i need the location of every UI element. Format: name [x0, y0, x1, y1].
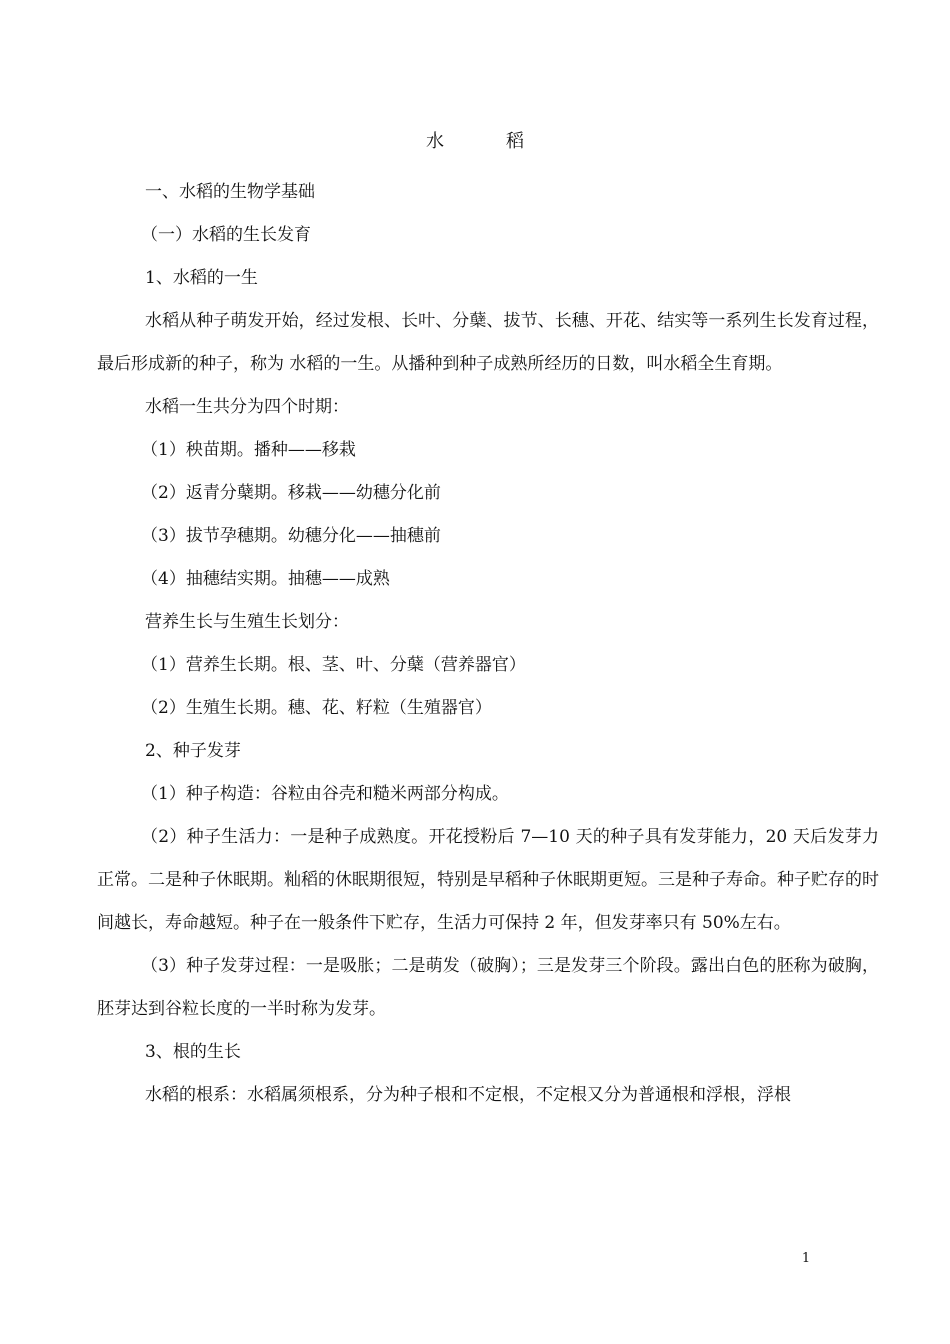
body-paragraph: 水稻的根系：水稻属须根系，分为种子根和不定根，不定根又分为普通根和浮根，浮根 — [145, 1085, 791, 1105]
list-item: （2）种子生活力：一是种子成熟度。开花授粉后 7—10 天的种子具有发芽能力，20 天后发芽力正常。二是种子休眠期。籼稻的休眠期很短，特别是早稻种子休眠期更短。三是种子寿命。种子贮存的时间越长，寿命越短。种子在一般条件下贮存，生活力可保持 2 年，但发芽率只有 50%左右。 — [97, 827, 879, 933]
list-item: （3）拔节孕穗期。幼穗分化——抽穗前 — [141, 526, 441, 546]
body-paragraph: 水稻一生共分为四个时期： — [145, 397, 349, 417]
section-heading: 一、水稻的生物学基础 — [145, 182, 315, 202]
body-paragraph: 营养生长与生殖生长划分： — [145, 612, 349, 632]
title-char: 水 — [426, 131, 444, 152]
title-char: 稻 — [506, 131, 524, 152]
document-body — [97, 171, 879, 1117]
list-item: （1）营养生长期。根、茎、叶、分蘖（营养器官） — [141, 655, 526, 675]
list-item: （4）抽穗结实期。抽穗——成熟 — [141, 569, 390, 589]
document-title — [0, 128, 950, 156]
list-item: （1）秧苗期。播种——移栽 — [141, 440, 356, 460]
list-item: （2）返青分蘖期。移栽——幼穗分化前 — [141, 483, 441, 503]
page-number: 1 — [801, 1251, 811, 1266]
list-item: （3）种子发芽过程：一是吸胀；二是萌发（破胸）；三是发芽三个阶段。露出白色的胚称为破胸，胚芽达到谷粒长度的一半时称为发芽。 — [97, 956, 879, 1019]
section-heading: 1、水稻的一生 — [145, 268, 258, 288]
section-heading: 3、根的生长 — [145, 1042, 241, 1062]
list-item: （1）种子构造：谷粒由谷壳和糙米两部分构成。 — [141, 784, 509, 804]
section-heading: 2、种子发芽 — [145, 741, 241, 761]
list-item: （一）水稻的生长发育 — [141, 225, 311, 245]
list-item: （2）生殖生长期。穗、花、籽粒（生殖器官） — [141, 698, 492, 718]
body-paragraph: 水稻从种子萌发开始，经过发根、长叶、分蘖、拔节、长穗、开花、结实等一系列生长发育过程，最后形成新的种子，称为 水稻的一生。从播种到种子成熟所经历的日数，叫水稻全生育期。 — [97, 311, 879, 374]
